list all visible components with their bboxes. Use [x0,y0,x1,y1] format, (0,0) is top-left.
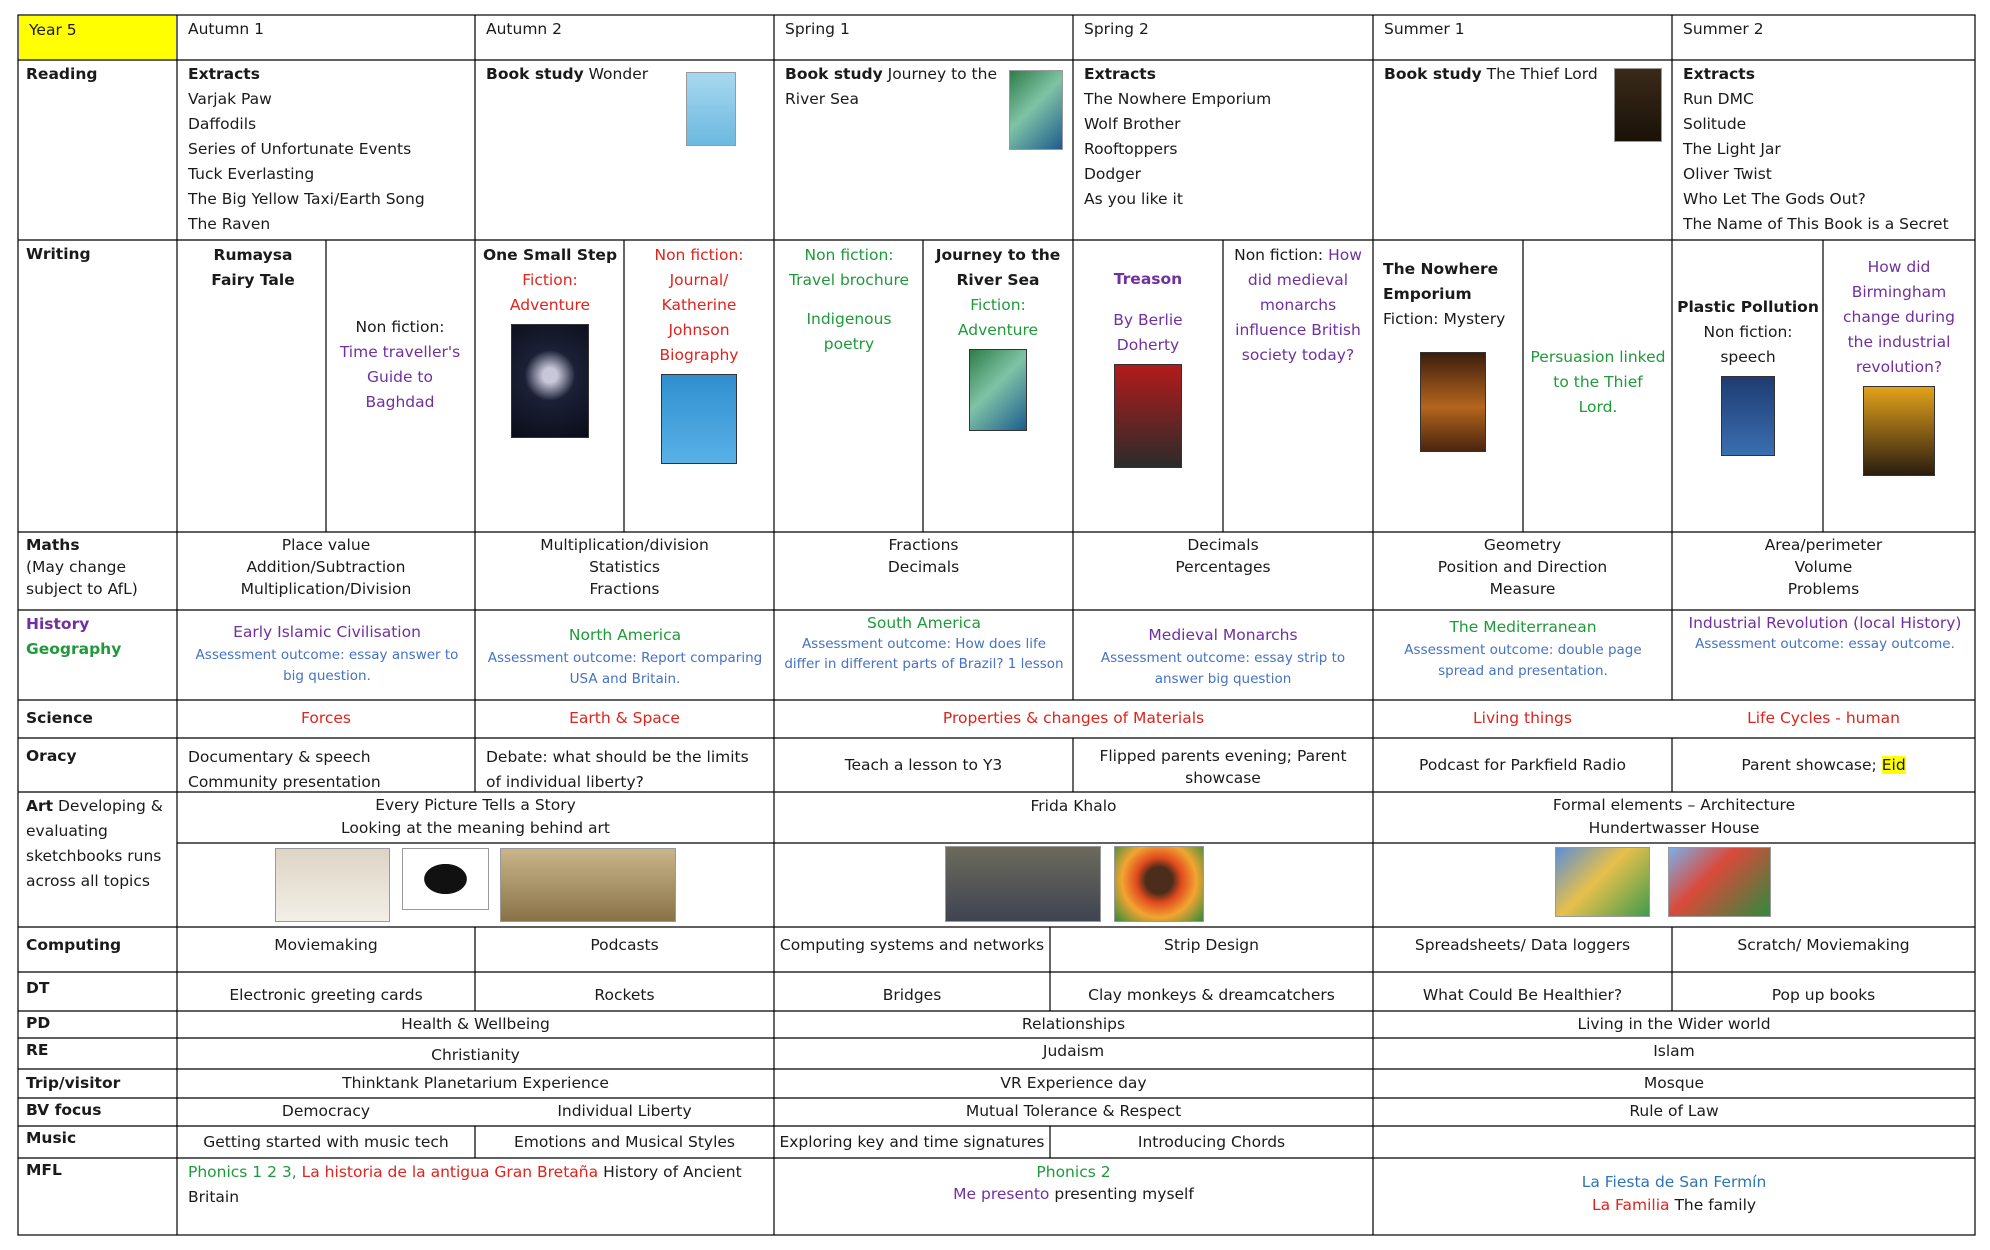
frida-group-image [945,846,1101,922]
computing-autumn-1: Moviemaking [274,936,378,954]
katherine-johnson-cover-image [661,374,737,464]
reading-summer-1 [1374,60,1671,240]
maths-topic: Geometry [1483,536,1562,554]
list-item: The Nowhere Emporium [1084,90,1272,108]
term-autumn-1: Autumn 1 [188,20,265,38]
treason-cover-image [1114,364,1182,468]
list-item: Oliver Twist [1683,165,1772,183]
reading-spring-1 [775,60,1072,240]
maths-topic: Measure [1489,580,1556,598]
eid-highlight: Eid [1881,756,1906,774]
hundertwasser-house-image-1 [1555,847,1650,917]
list-item: Rooftoppers [1084,140,1178,158]
row-label-dt: DT [26,979,50,997]
list-item: Series of Unfortunate Events [188,140,412,158]
hundertwasser-house-image-2 [1668,847,1771,917]
writing-genre: Adventure [957,321,1039,339]
dt-autumn-1: Electronic greeting cards [229,986,423,1004]
writing-spring-2a [1074,243,1222,531]
music-spring-2: Introducing Chords [1137,1133,1286,1151]
topic-title: The Mediterranean [1449,618,1597,636]
bv-autumn-1: Democracy [281,1102,371,1120]
row-label-oracy: Oracy [26,747,77,765]
row-label-bv: BV focus [26,1101,102,1119]
list-item: The Light Jar [1683,140,1781,158]
writing-line: Non fiction: [804,246,894,264]
humanities-spring-1 [783,613,1065,699]
science-summer-1: Living things [1473,709,1572,727]
humanities-spring-2 [1082,623,1364,698]
writing-line: Katherine [661,296,737,314]
writing-autumn-1a: Rumaysa Fairy Tale [211,246,295,289]
thief-lord-cover-image [1614,68,1662,142]
maths-note: (May change subject to AfL) [26,558,138,598]
writing-line: the industrial [1847,333,1951,351]
oracy-line: Documentary & speech [188,748,371,766]
journey-river-sea-cover-image [1009,70,1063,150]
writing-prefix: Non fiction: [1234,246,1324,264]
bv-summer: Rule of Law [1629,1102,1719,1120]
birds-art-image [275,848,390,922]
writing-title: Treason [1113,270,1183,288]
row-label-pd: PD [26,1014,51,1032]
row-label-trip: Trip/visitor [26,1074,121,1092]
writing-line: Baghdad [365,393,435,411]
art-summer [1374,794,1974,842]
topic-title: Industrial Revolution (local History) [1688,614,1962,632]
maths-topic: Statistics [589,558,660,576]
dt-spring-2: Clay monkeys & dreamcatchers [1088,986,1335,1004]
row-label-science: Science [26,709,93,727]
art-autumn [178,794,773,842]
writing-genre: Adventure [509,296,591,314]
art-spring: Frida Khalo [1030,797,1117,815]
writing-line: How did [1867,258,1931,276]
maths-topic: Fractions [589,580,660,598]
row-label-reading: Reading [26,65,98,83]
list-item: Wolf Brother [1084,115,1181,133]
science-autumn-2: Earth & Space [569,709,680,727]
maths-topic: Percentages [1175,558,1271,576]
maths-topic: Volume [1794,558,1853,576]
book-title: The Thief Lord [1486,65,1598,83]
writing-summer-2b [1824,255,1974,527]
bv-spring: Mutual Tolerance & Respect [965,1102,1182,1120]
bv-autumn-2: Individual Liberty [557,1102,692,1120]
mfl-spanish-title: Me presento [953,1185,1050,1203]
mfl-spring [775,1161,1372,1211]
writing-spring-1b [924,243,1072,531]
maths-summer-2 [1673,534,1974,609]
humanities-autumn-1 [186,620,468,698]
dt-spring-1: Bridges [882,986,942,1004]
writing-line: Johnson [668,321,730,339]
oracy-spring-1: Teach a lesson to Y3 [844,756,1003,774]
mfl-english-title: presenting myself [1054,1185,1194,1203]
science-summer-2: Life Cycles - human [1747,709,1900,727]
list-item: Varjak Paw [188,90,272,108]
assessment-outcome: Assessment outcome: double page spread and presentation. [1404,642,1642,679]
row-label-mfl: MFL [26,1161,62,1179]
writing-summer-1a [1383,257,1523,527]
maths-topic: Place value [281,536,371,554]
writing-line: Guide to [366,368,433,386]
row-label-re: RE [26,1041,49,1059]
journey-river-sea-cover-image [969,349,1027,431]
topic-title: Early Islamic Civilisation [233,623,421,641]
mfl-phonics: Phonics 2 [1036,1163,1111,1181]
book-title: Wonder [588,65,649,83]
writing-summer-1b [1524,345,1672,445]
assessment-outcome: Assessment outcome: How does life differ in different parts of Brazil? 1 lesson [784,636,1064,672]
maths-label: Maths [26,536,80,554]
mfl-english-title: History of Ancient Britain [188,1163,742,1206]
term-spring-1: Spring 1 [785,20,850,38]
dt-summer-2: Pop up books [1771,986,1876,1004]
writing-autumn-2b [625,243,773,531]
art-note: Developing & evaluating sketchbooks runs across all topics [26,797,163,890]
reading-heading: Extracts [188,65,260,83]
art-line: Looking at the meaning behind art [341,819,610,837]
maths-autumn-2 [476,534,773,609]
term-summer-2: Summer 2 [1683,20,1764,38]
inkblot-art-image [402,848,489,910]
writing-line: poetry [823,335,875,353]
list-item: As you like it [1084,190,1183,208]
writing-title: Plastic Pollution [1677,298,1819,316]
oracy-autumn-2: Debate: what should be the limits of individual liberty? [486,748,749,791]
writing-line: Biography [659,346,739,364]
maths-topic: Decimals [887,558,960,576]
writing-question: How did medieval monarchs influence British society today? [1235,246,1362,364]
geography-label: Geography [26,640,122,658]
writing-autumn-1b [328,315,472,435]
term-autumn-2: Autumn 2 [486,20,563,38]
book-study-label: Book study [1384,65,1482,83]
re-autumn: Christianity [431,1046,520,1064]
assessment-outcome: Assessment outcome: essay strip to answer big question [1100,650,1346,687]
trip-spring: VR Experience day [1000,1074,1147,1092]
reading-spring-2 [1074,60,1372,240]
history-label: History [26,615,90,633]
maths-spring-1 [775,534,1072,609]
computing-summer-2: Scratch/ Moviemaking [1737,936,1910,954]
re-summer: Islam [1653,1042,1695,1060]
mfl-spanish-title: La historia de la antigua Gran Bretaña [301,1163,599,1181]
writing-summer-2a [1673,295,1823,527]
list-item: Dodger [1084,165,1142,183]
oracy-spring-2: Flipped parents evening; Parent showcase [1099,747,1347,787]
music-spring-1: Exploring key and time signatures [779,1133,1045,1151]
writing-line: Journal/ [669,271,729,289]
writing-line: Non fiction: [654,246,744,264]
writing-line: By Berlie [1113,311,1183,329]
assessment-outcome: Assessment outcome: essay outcome. [1695,636,1955,652]
list-item: Solitude [1683,115,1747,133]
computing-summer-1: Spreadsheets/ Data loggers [1414,936,1631,954]
pd-summer: Living in the Wider world [1577,1015,1771,1033]
mfl-spanish-title: La Familia [1591,1196,1670,1214]
row-label-computing: Computing [26,936,122,954]
list-item: The Raven [188,215,271,233]
maths-topic: Multiplication/Division [240,580,412,598]
mfl-autumn [178,1158,773,1234]
curriculum-sheet [18,15,1975,1235]
art-line: Every Picture Tells a Story [375,796,576,814]
trip-summer: Mosque [1643,1074,1705,1092]
reading-summer-2 [1673,60,1974,240]
list-item: Who Let The Gods Out? [1683,190,1866,208]
music-autumn-2: Emotions and Musical Styles [514,1133,735,1151]
writing-line: to the Thief [1553,373,1643,391]
humanities-summer-2 [1681,612,1969,698]
writing-line: revolution? [1855,358,1943,376]
maths-topic: Multiplication/division [540,536,709,554]
humanities-summer-1 [1382,615,1664,698]
industrial-revolution-cover-image [1863,386,1935,476]
writing-line: Birmingham [1851,283,1947,301]
one-small-step-cover-image [511,324,589,438]
reading-autumn-1 [178,60,474,240]
row-label-music: Music [26,1129,77,1147]
nowhere-emporium-cover-image [1420,352,1486,452]
oracy-text: Parent showcase; [1741,756,1877,774]
assessment-outcome: Assessment outcome: Report comparing USA and Britain. [487,650,763,687]
painting-art-image [500,848,676,922]
trip-autumn: Thinktank Planetarium Experience [342,1074,609,1092]
writing-spring-1a [775,243,923,531]
list-item: The Big Yellow Taxi/Earth Song [188,190,425,208]
mfl-summer [1374,1171,1974,1221]
writing-line: Doherty [1116,336,1180,354]
mfl-spanish-title: La Fiesta de San Fermín [1581,1173,1767,1191]
oracy-summer-2 [1673,753,1974,783]
topic-title: South America [867,614,981,632]
writing-line: Non fiction: [1703,323,1793,341]
art-line: Hundertwasser House [1588,819,1760,837]
music-autumn-1: Getting started with music tech [203,1133,449,1151]
maths-topic: Area/perimeter [1764,536,1883,554]
maths-topic: Position and Direction [1437,558,1608,576]
topic-title: Medieval Monarchs [1148,626,1298,644]
humanities-autumn-2 [484,623,766,698]
list-item: Run DMC [1683,90,1754,108]
mfl-phonics: Phonics 1 2 3, [188,1163,297,1181]
reading-heading: Extracts [1683,65,1755,83]
pd-spring: Relationships [1021,1015,1126,1033]
plastic-pollution-cover-image [1721,376,1775,456]
term-summer-1: Summer 1 [1384,20,1465,38]
maths-topic: Fractions [888,536,959,554]
computing-autumn-2: Podcasts [590,936,659,954]
oracy-summer-1: Podcast for Parkfield Radio [1419,756,1626,774]
science-autumn-1: Forces [300,709,351,727]
term-spring-2: Spring 2 [1084,20,1149,38]
maths-topic: Addition/Subtraction [246,558,406,576]
wonder-cover-image [686,72,736,146]
writing-title: One Small Step [482,246,618,264]
list-item: Tuck Everlasting [188,165,315,183]
maths-summer-1 [1374,534,1671,609]
row-label-writing: Writing [26,245,91,263]
writing-line: Indigenous [806,310,892,328]
writing-line: change during [1843,308,1955,326]
writing-genre: Fiction: [970,296,1026,314]
writing-genre: Fiction: [522,271,578,289]
writing-line: speech [1720,348,1776,366]
reading-heading: Extracts [1084,65,1156,83]
oracy-line: Community presentation [188,773,381,791]
maths-topic: Problems [1787,580,1860,598]
mfl-english-title: The family [1674,1196,1757,1214]
assessment-outcome: Assessment outcome: essay answer to big question. [195,647,459,684]
dt-autumn-2: Rockets [594,986,655,1004]
science-spring: Properties & changes of Materials [942,709,1205,727]
art-label: Art [26,797,54,815]
computing-spring-2: Strip Design [1164,936,1259,954]
writing-line: Travel brochure [788,271,910,289]
book-title: Journey to the River Sea [785,65,997,108]
writing-prefix: Non fiction: [355,318,445,336]
writing-title: The Nowhere Emporium [1383,260,1499,303]
row-label-art [18,792,177,927]
art-line: Formal elements – Architecture [1552,796,1796,814]
computing-spring-1: Computing systems and networks [779,936,1045,954]
writing-genre: Fiction: Mystery [1383,310,1506,328]
book-study-label: Book study [785,65,883,83]
maths-autumn-1 [178,534,474,609]
writing-line: Persuasion linked [1530,348,1666,366]
list-item: The Name of This Book is a Secret [1683,215,1949,233]
writing-line: Lord. [1578,398,1618,416]
year-label: Year 5 [19,16,176,59]
writing-title: Journey to the River Sea [935,246,1061,289]
pd-autumn: Health & Wellbeing [401,1015,550,1033]
topic-title: North America [568,626,682,644]
re-spring: Judaism [1042,1042,1105,1060]
writing-spring-2b [1228,243,1368,531]
maths-spring-2 [1074,534,1372,609]
writing-autumn-2a [476,243,624,531]
writing-line: Time traveller's [339,343,461,361]
oracy-autumn-1 [178,743,474,791]
maths-topic: Decimals [1187,536,1259,554]
list-item: Daffodils [188,115,257,133]
row-label-humanities [18,610,177,700]
frida-portrait-image [1114,846,1204,922]
row-label-maths [18,532,177,610]
book-study-label: Book study [486,65,584,83]
dt-summer-1: What Could Be Healthier? [1422,986,1623,1004]
reading-autumn-2 [476,60,773,240]
